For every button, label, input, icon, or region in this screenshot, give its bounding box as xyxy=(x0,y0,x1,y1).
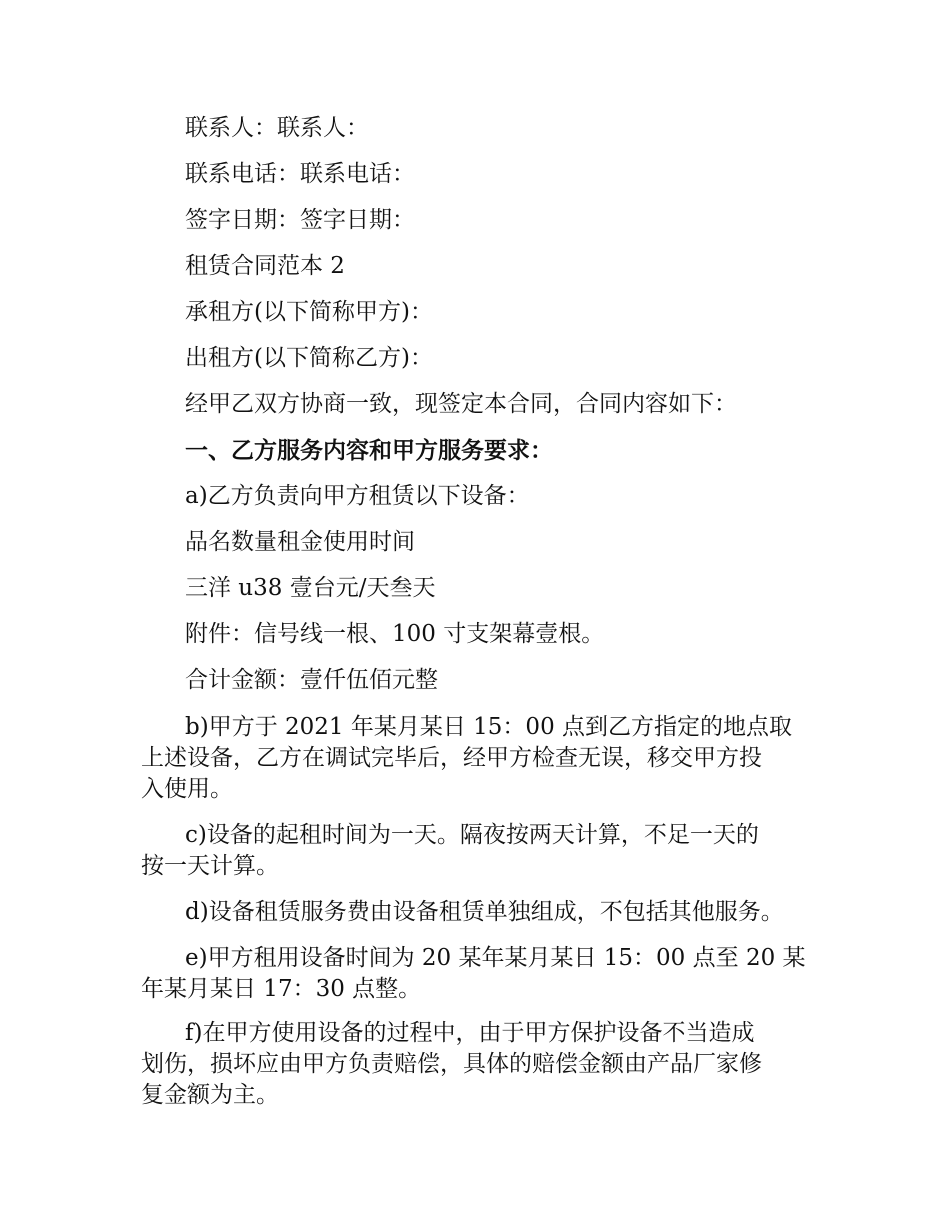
paragraph-e xyxy=(141,943,813,1005)
paragraph-e-line-2: 年某月某日 17：30 点整。 xyxy=(141,976,422,1002)
party-a-line: 承租方(以下简称甲方)： xyxy=(185,299,433,325)
paragraph-d xyxy=(141,897,813,928)
table-header-line: 品名数量租金使用时间 xyxy=(185,529,415,555)
paragraph-b-line-3: 入使用。 xyxy=(141,776,233,802)
paragraph-b xyxy=(141,712,813,805)
paragraph-f-line-1: f)在甲方使用设备的过程中，由于甲方保护设备不当造成 xyxy=(185,1020,755,1046)
paragraph-c-line-1: c)设备的起租时间为一天。隔夜按两天计算，不足一天的 xyxy=(185,822,759,848)
sign-date-line: 签字日期：签字日期： xyxy=(185,207,415,233)
paragraph-f xyxy=(141,1018,813,1111)
phone-line: 联系电话：联系电话： xyxy=(185,161,415,187)
agreement-line: 经甲乙双方协商一致，现签定本合同，合同内容如下： xyxy=(185,391,737,417)
contact-line: 联系人：联系人： xyxy=(185,115,369,141)
paragraph-e-line-1: e)甲方租用设备时间为 20 某年某月某日 15：00 点至 20 某 xyxy=(185,945,806,971)
attachment-line: 附件：信号线一根、100 寸支架幕壹根。 xyxy=(185,621,605,647)
party-b-line: 出租方(以下简称乙方)： xyxy=(185,345,433,371)
section-heading: 一、乙方服务内容和甲方服务要求： xyxy=(185,437,553,464)
contract-title: 租赁合同范本 2 xyxy=(185,253,345,279)
paragraph-f-line-3: 复金额为主。 xyxy=(141,1082,279,1108)
paragraph-c xyxy=(141,820,813,882)
table-row-line: 三洋 u38 壹台元/天叁天 xyxy=(185,575,436,601)
paragraph-f-line-2: 划伤，损坏应由甲方负责赔偿，具体的赔偿金额由产品厂家修 xyxy=(141,1051,762,1077)
total-line: 合计金额：壹仟伍佰元整 xyxy=(185,667,438,693)
paragraph-d-line-1: d)设备租赁服务费由设备租赁单独组成，不包括其他服务。 xyxy=(185,899,784,925)
paragraph-b-line-1: b)甲方于 2021 年某月某日 15：00 点到乙方指定的地点取 xyxy=(185,714,793,740)
paragraph-c-line-2: 按一天计算。 xyxy=(141,853,279,879)
paragraph-b-line-2: 上述设备，乙方在调试完毕后，经甲方检查无误，移交甲方投 xyxy=(141,745,762,771)
item-a-line: a)乙方负责向甲方租赁以下设备： xyxy=(185,483,530,509)
